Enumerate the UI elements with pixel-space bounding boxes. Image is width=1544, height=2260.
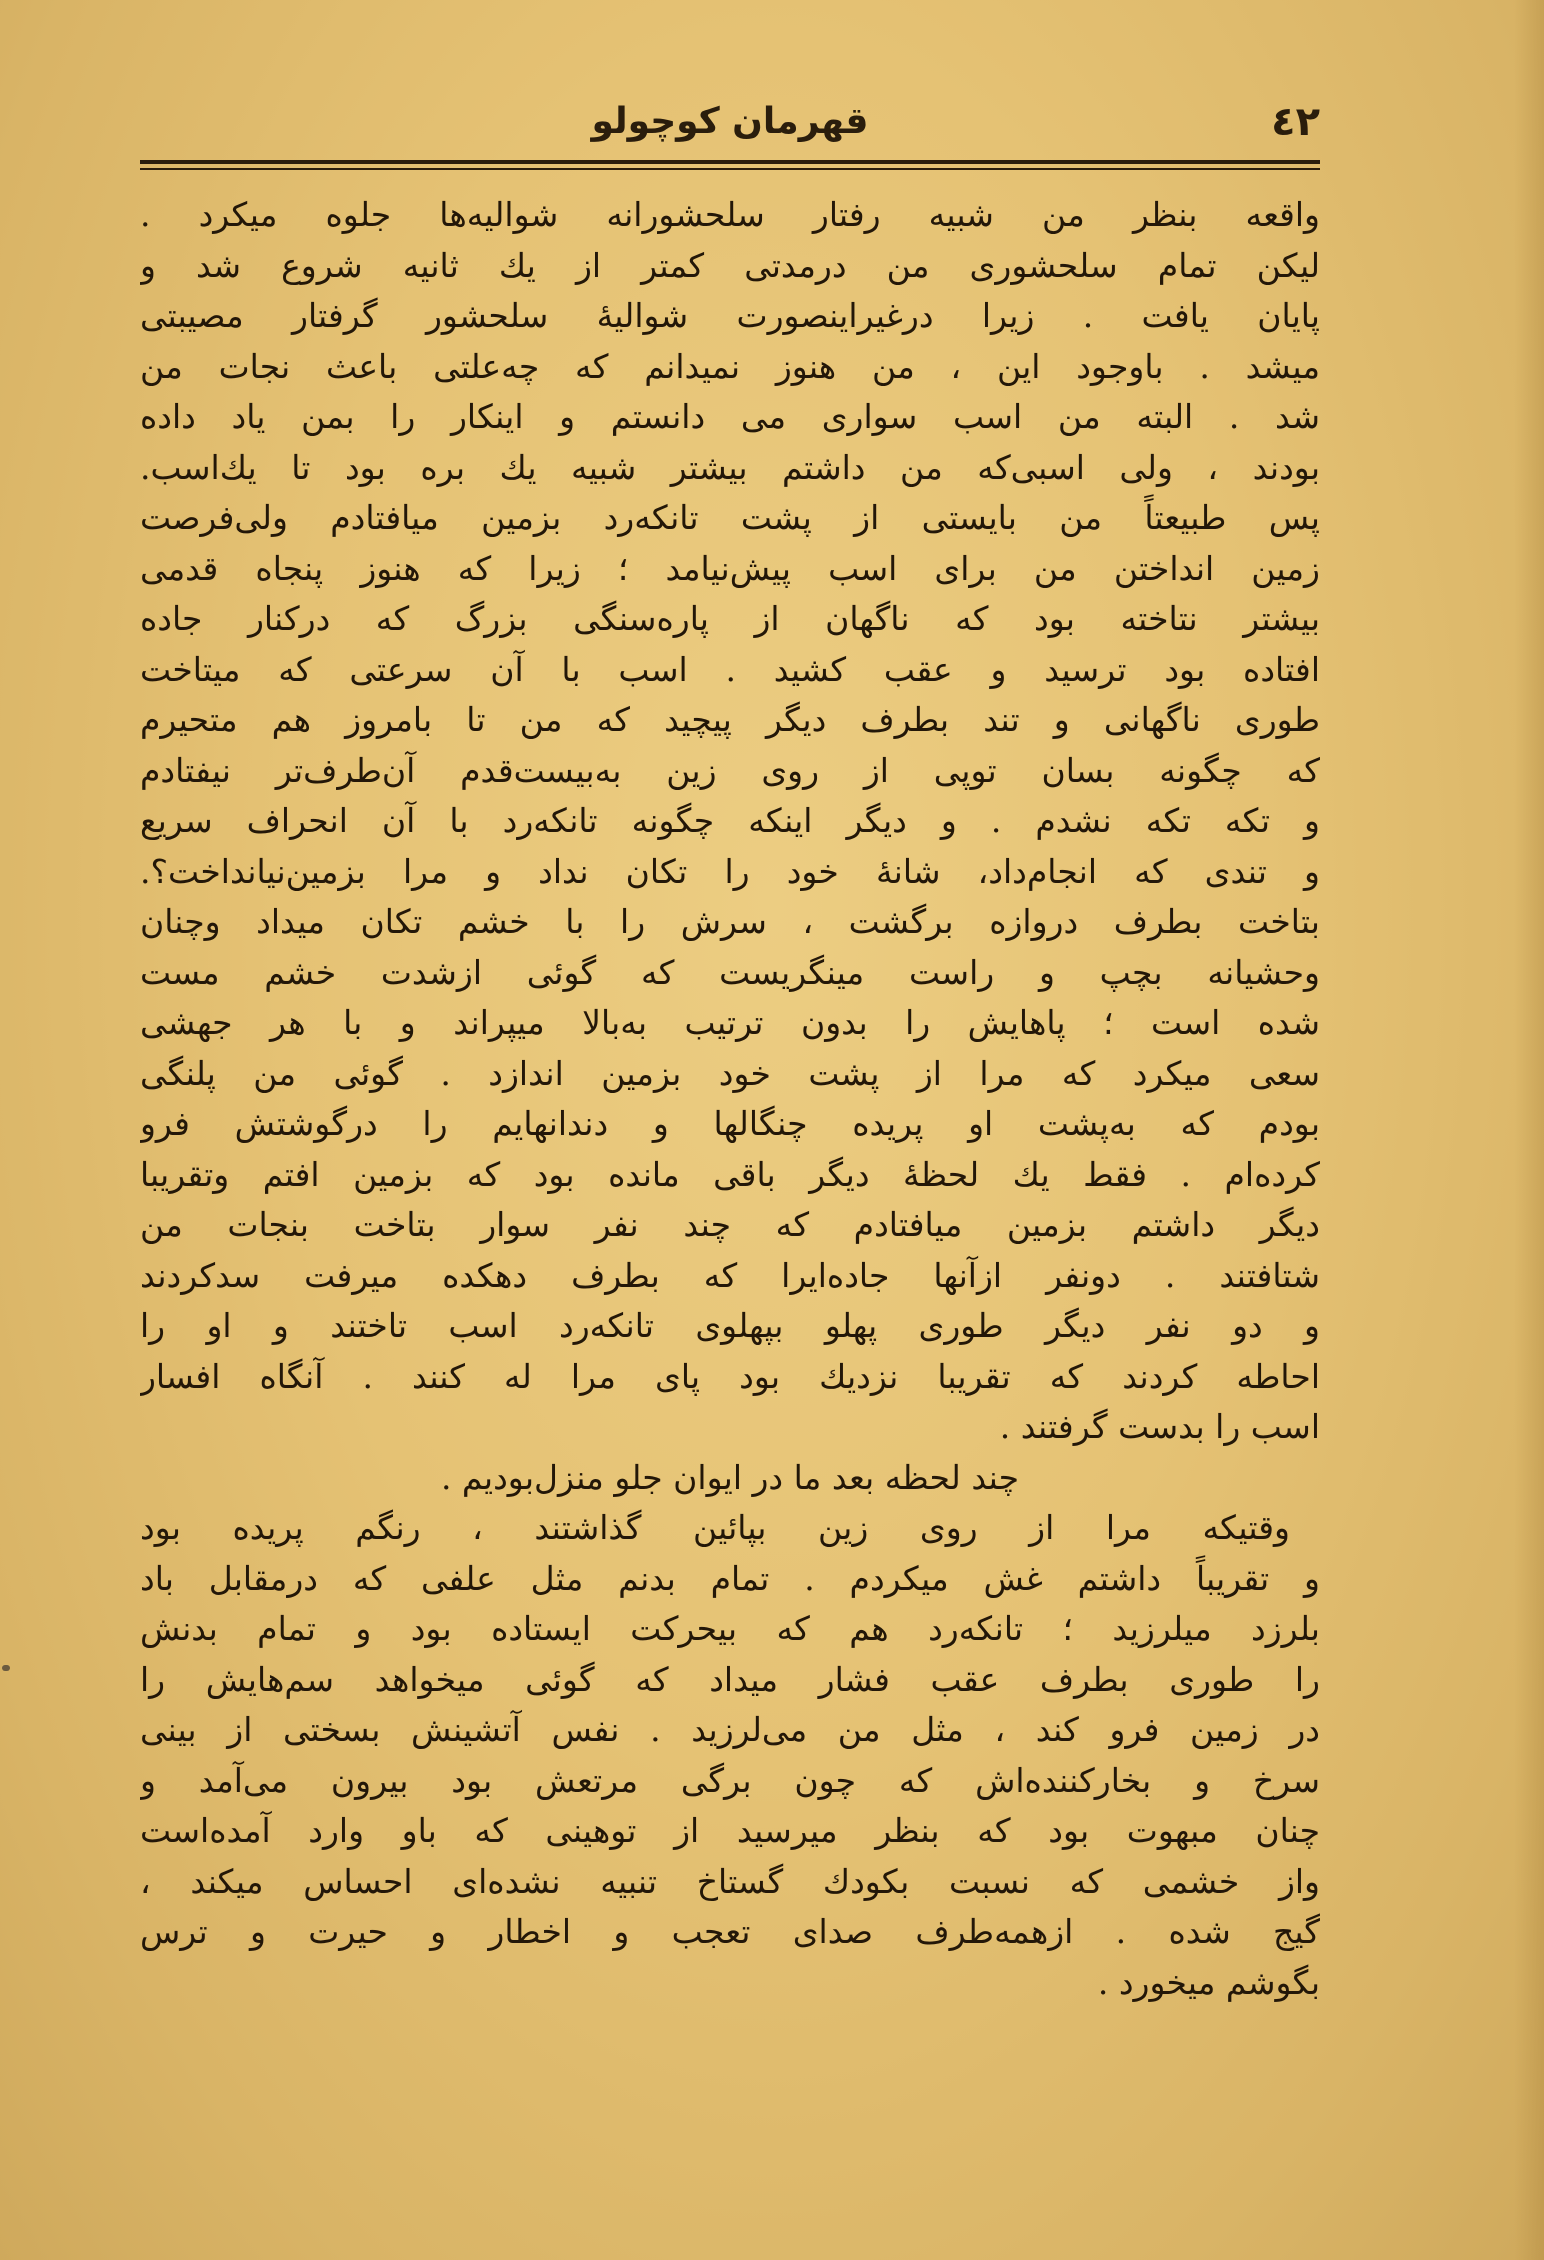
text-line: ديگر داشتم بزمين ميافتادم که چند نفر سوار بتاخت بنجات من: [140, 1205, 1320, 1244]
text-line: و تقريباً داشتم غش ميکردم . تمام بدنم مثل علفی که درمقابل باد: [140, 1558, 1320, 1598]
text-line: واقعه بنظر من شبيه رفتار سلحشورانه شواليه‌ها جلوه ميکرد .: [140, 195, 1320, 234]
text-line: ليکن تمام سلحشوری من درمدتی کمتر از يك ثانيه شروع شد و: [140, 245, 1320, 285]
text-line: وقتيکه مرا از روی زين بپائين گذاشتند ، رنگم پريده بود: [140, 1508, 1290, 1547]
text-line: احاطه کردند که تقريبا نزديك بود پای مرا له کنند . آنگاه افسار: [140, 1356, 1320, 1396]
header-rule-thin: [140, 168, 1320, 170]
text-line: سرخ و بخارکننده‌اش که چون برگی مرتعش بود بيرون می‌آمد و: [140, 1760, 1320, 1800]
text-line: زمين انداختن من برای اسب پيش‌نيامد ؛ زيرا که هنوز پنجاه قدمی: [140, 548, 1320, 588]
text-line: و تندی که انجام‌داد، شانهٔ خود را تکان نداد و مرا بزمين‌نيانداخت؟.: [140, 851, 1320, 891]
text-line: اسب را بدست گرفتند .: [999, 1407, 1320, 1446]
text-line: کرده‌ام . فقط يك لحظهٔ ديگر باقی مانده بود که بزمين افتم وتقريبا: [140, 1154, 1320, 1194]
page-number: ٤٢: [1271, 99, 1320, 145]
text-line: که چگونه بسان توپی از روی زين به‌بيست‌قدم آن‌طرف‌تر نيفتادم: [140, 750, 1320, 790]
text-line: و دو نفر ديگر طوری پهلو بپهلوی تانکه‌رد اسب تاختند و او را: [140, 1306, 1320, 1345]
text-line: بگوشم ميخورد .: [1097, 1962, 1320, 2002]
text-line-centered: چند لحظه بعد ما در ايوان جلو منزل‌بوديم .: [440, 1457, 1020, 1497]
book-title: قهرمان کوچولو: [591, 101, 869, 142]
text-line: شده است ؛ پاهايش را بدون ترتيب به‌بالا ميپراند و با هر جهشی: [140, 1003, 1320, 1042]
text-line: بتاخت بطرف دروازه برگشت ، سرش را با خشم تکان ميداد وچنان: [140, 902, 1320, 941]
text-line: در زمين فرو کند ، مثل من می‌لرزيد . نفس آتشينش بسختی از بينی: [140, 1710, 1320, 1749]
text-line: افتاده بود ترسيد و عقب کشيد . اسب با آن سرعتی که ميتاخت: [140, 649, 1320, 689]
text-line: وحشيانه بچپ و راست مينگريست که گوئی ازشدت خشم مست: [140, 952, 1320, 992]
text-line: بودند ، ولی اسبی‌که من داشتم بيشتر شبيه يك بره بود تا يك‌اسب.: [140, 447, 1320, 487]
text-line: و تکه تکه نشدم . و ديگر اينکه چگونه تانکه‌رد با آن انحراف سريع: [140, 801, 1320, 840]
text-line: چنان مبهوت بود که بنظر ميرسيد از توهينی که باو وارد آمده‌است: [140, 1811, 1320, 1850]
text-line: پايان يافت . زيرا درغيراينصورت شواليهٔ سلحشور گرفتار مصيبتی: [140, 296, 1320, 335]
text-line: شتافتند . دونفر ازآنها جاده‌ايرا که بطرف دهکده ميرفت سدکردند: [140, 1255, 1320, 1295]
text-line: طوری ناگهانی و تند بطرف ديگر پيچيد که من تا بامروز هم متحيرم: [140, 700, 1320, 739]
margin-mark: [2, 1665, 10, 1671]
text-line: بيشتر نتاخته بود که ناگهان از پاره‌سنگی بزرگ که درکنار جاده: [140, 599, 1320, 638]
text-line: ميشد . باوجود اين ، من هنوز نميدانم که چه‌علتی باعث نجات من: [140, 346, 1320, 386]
text-line: پس طبيعتاً من بايستی از پشت تانکه‌رد بزمين ميافتادم ولی‌فرصت: [140, 498, 1320, 537]
running-header: [140, 95, 1320, 153]
text-line: را طوری بطرف عقب فشار ميداد که گوئی ميخواهد سم‌هايش را: [140, 1659, 1320, 1699]
text-line: سعی ميکرد که مرا از پشت خود بزمين اندازد . گوئی من پلنگی: [140, 1053, 1320, 1093]
text-line: شد . البته من اسب سواری می دانستم و اينکار را بمن ياد داده: [140, 397, 1320, 436]
text-line: واز خشمی که نسبت بکودك گستاخ تنبيه نشده‌ای احساس ميکند ،: [140, 1861, 1320, 1901]
page-edge-shadow: [1514, 0, 1544, 2260]
body-text: [140, 190, 1320, 2008]
text-line: گيج شده . ازهمه‌طرف صدای تعجب و اخطار و حيرت و ترس: [140, 1912, 1320, 1951]
text-line: بلرزد ميلرزيد ؛ تانکه‌رد هم که بيحرکت ايستاده بود و تمام بدنش: [140, 1609, 1320, 1648]
text-line: بودم که به‌پشت او پريده چنگالها و دندانهايم را درگوشتش فرو: [140, 1104, 1320, 1143]
header-rule-thick: [140, 160, 1320, 164]
